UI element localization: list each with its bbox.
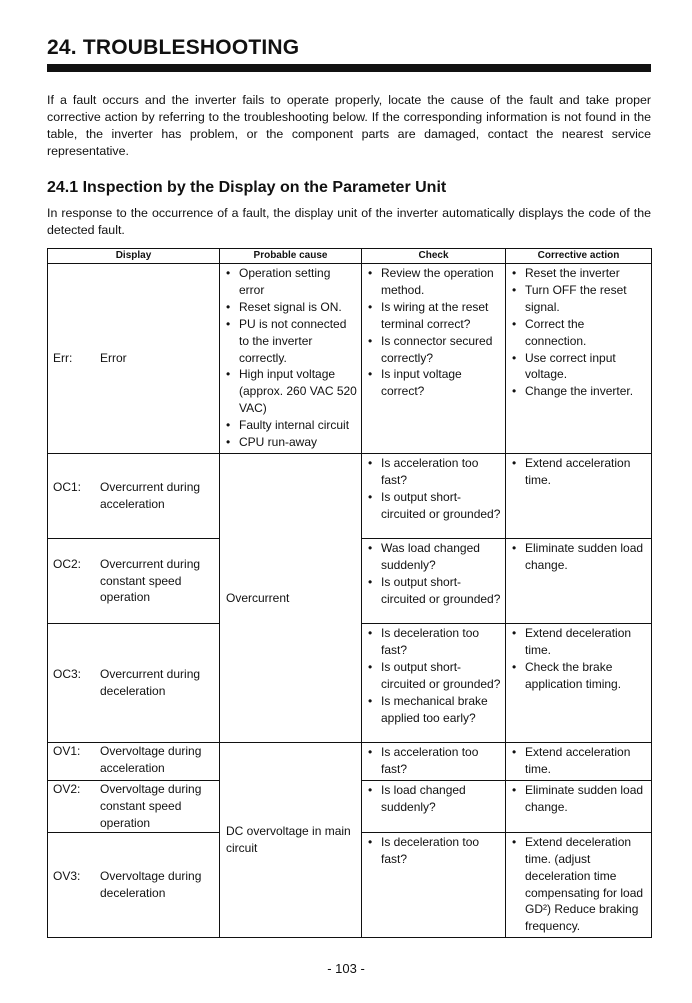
check-list (362, 624, 505, 728)
list-item: • Was load changed suddenly? (365, 540, 503, 574)
cause-text: Overcurrent (226, 590, 290, 605)
fault-description: Overvoltage during acceleration (100, 743, 202, 775)
cause-cell (220, 453, 362, 742)
section-intro-paragraph: In response to the occurrence of a fault, the display unit of the inverter automatically displays the code of the detected fault. (47, 206, 651, 237)
fault-code: OV3: (53, 869, 81, 884)
list-item: • Extend acceleration time. (509, 455, 649, 489)
fault-description: Overvoltage during deceleration (100, 869, 202, 900)
fault-description: Overvoltage during constant speed operation (100, 781, 202, 830)
action-list (506, 781, 651, 818)
list-item: • Is mechanical brake applied too early? (365, 693, 503, 727)
check-list (362, 743, 505, 780)
fault-description: Overcurrent during constant speed operation (100, 556, 201, 605)
fault-code: OC2: (53, 556, 82, 571)
check-cell (362, 780, 506, 832)
list-item: • High input voltage (approx. 260 VAC 520 VAC) (223, 366, 359, 417)
cause-list (220, 264, 361, 453)
list-item: • Is input voltage correct? (365, 366, 503, 400)
intro-paragraph: If a fault occurs and the inverter fails to operate properly, locate the cause of the fault and take proper corrective action by referring to the troubleshooting below. If the corresponding information is not found in the table, the inverter has problem, or the component parts are damaged, contact the nearest service representative. (47, 93, 651, 158)
list-item: • Is output short-circuited or grounded? (365, 574, 503, 608)
fault-code: Err: (53, 351, 73, 366)
fault-code: OC3: (53, 667, 82, 682)
fault-code: OV1: (53, 743, 81, 758)
check-cell (362, 538, 506, 623)
action-cell (506, 453, 652, 538)
check-cell (362, 832, 506, 937)
display-cell (48, 742, 220, 780)
list-item: • Faulty internal circuit (223, 417, 359, 434)
display-cell (48, 780, 220, 832)
action-list (506, 454, 651, 491)
action-cell (506, 623, 652, 742)
action-cell (506, 832, 652, 937)
list-item: • Is deceleration too fast? (365, 625, 503, 659)
action-list (506, 743, 651, 780)
list-item: • Is acceleration too fast? (365, 744, 503, 778)
list-item: • Is output short-circuited or grounded? (365, 489, 503, 523)
list-item: • Turn OFF the reset signal. (509, 282, 649, 316)
page-number: - 103 - (327, 961, 365, 976)
list-item: • Review the operation method. (365, 265, 503, 299)
list-item: • Reset the inverter (509, 265, 649, 282)
header-probable-cause: Probable cause (220, 249, 362, 264)
action-cell (506, 780, 652, 832)
list-item: • Check the brake application timing. (509, 659, 649, 693)
fault-code: OC1: (53, 480, 82, 495)
page-title: 24. TROUBLESHOOTING (47, 36, 300, 59)
list-item: • Reset signal is ON. (223, 299, 359, 316)
list-item: • Is output short-circuited or grounded? (365, 659, 503, 693)
check-list (362, 833, 505, 870)
fault-description: Error (100, 351, 127, 366)
list-item: • Is load changed suddenly? (365, 782, 503, 816)
cause-text: DC overvoltage in main circuit (226, 824, 351, 856)
check-cell (362, 623, 506, 742)
cause-cell (220, 742, 362, 937)
action-list (506, 539, 651, 576)
check-cell (362, 453, 506, 538)
fault-description: Overcurrent during deceleration (100, 667, 201, 698)
troubleshooting-table (47, 248, 652, 938)
action-cell (506, 538, 652, 623)
list-item: • Correct the connection. (509, 316, 649, 350)
header-corrective-action: Corrective action (506, 249, 652, 264)
action-cell (506, 742, 652, 780)
check-list (362, 454, 505, 525)
action-list (506, 833, 651, 937)
check-list (362, 781, 505, 818)
check-list (362, 539, 505, 610)
list-item: • Eliminate sudden load change. (509, 782, 649, 816)
list-item: • CPU run-away (223, 434, 359, 451)
table-header-row (48, 249, 652, 264)
table-row (48, 264, 652, 454)
list-item: • Eliminate sudden load change. (509, 540, 649, 574)
table-row (48, 742, 652, 780)
display-cell (48, 264, 220, 454)
list-item: • Operation setting error (223, 265, 359, 299)
table-row (48, 453, 652, 538)
cause-cell (220, 264, 362, 454)
list-item: • PU is not connected to the inverter correctly. (223, 316, 359, 367)
list-item: • Is wiring at the reset terminal correct? (365, 299, 503, 333)
list-item: • Is deceleration too fast? (365, 834, 503, 868)
list-item: • Change the inverter. (509, 383, 649, 400)
action-list (506, 264, 651, 402)
header-display: Display (48, 249, 220, 264)
title-rule (47, 64, 651, 72)
list-item: • Extend deceleration time. (adjust deceleration time compensating for load GD²) Reduce braking frequency. (509, 834, 649, 935)
check-cell (362, 742, 506, 780)
list-item: • Extend acceleration time. (509, 744, 649, 778)
fault-code: OV2: (53, 781, 81, 796)
fault-description: Overcurrent during acceleration (100, 480, 201, 511)
display-cell (48, 832, 220, 937)
list-item: • Extend deceleration time. (509, 625, 649, 659)
list-item: • Is connector secured correctly? (365, 333, 503, 367)
action-cell (506, 264, 652, 454)
check-list (362, 264, 505, 402)
display-cell (48, 538, 220, 623)
header-check: Check (362, 249, 506, 264)
action-list (506, 624, 651, 695)
list-item: • Is acceleration too fast? (365, 455, 503, 489)
check-cell (362, 264, 506, 454)
list-item: • Use correct input voltage. (509, 350, 649, 384)
section-title: 24.1 Inspection by the Display on the Parameter Unit (47, 179, 447, 196)
display-cell (48, 623, 220, 742)
display-cell (48, 453, 220, 538)
